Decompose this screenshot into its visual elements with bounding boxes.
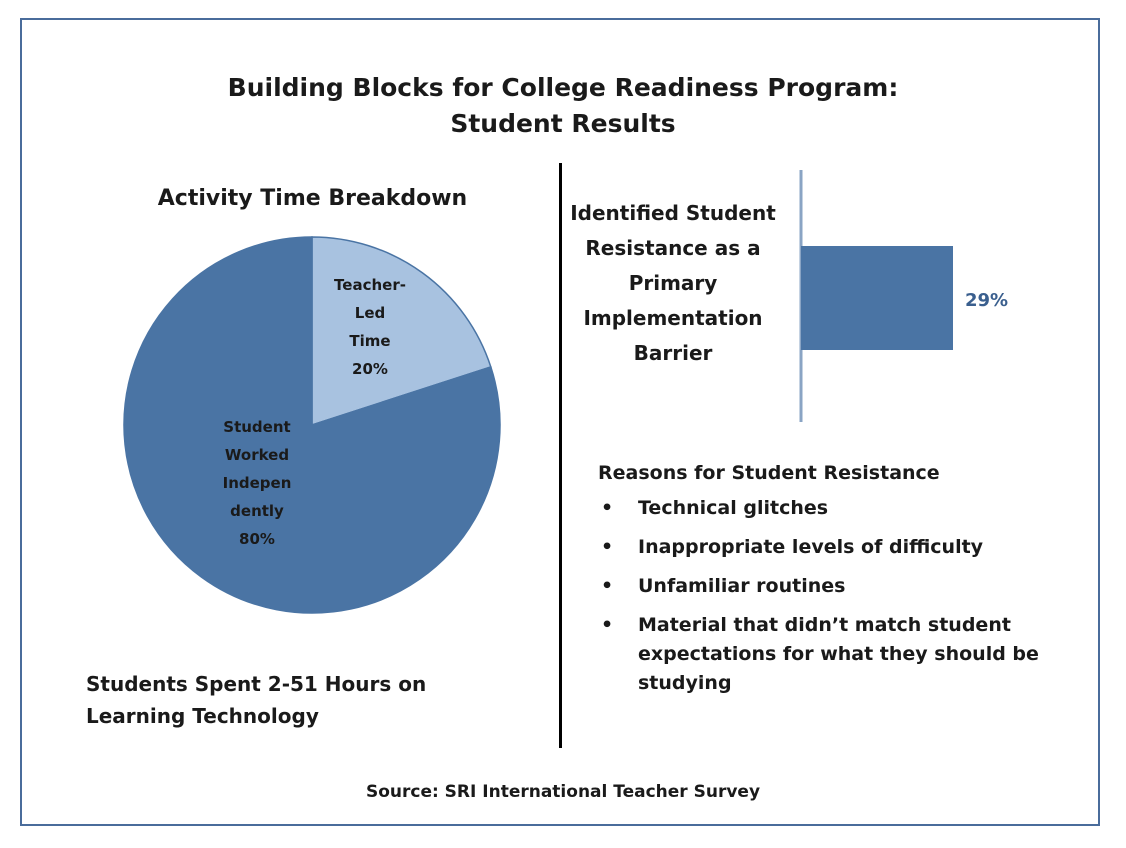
title-line-2: Student Results — [450, 109, 676, 138]
reason-item — [598, 572, 1068, 601]
bar-category-label: Identified Student Resistance as a Primary Implementation Barrier — [570, 201, 776, 365]
source-note: Source: SRI International Teacher Survey — [365, 782, 761, 802]
reasons-heading: Reasons for Student Resistance — [598, 462, 940, 484]
bullet-icon: • — [601, 497, 614, 519]
reason-text: Material that didn’t match student expectations for what they should be studying — [638, 614, 1039, 694]
bar-data-label: 29% — [965, 290, 1009, 311]
reasons-section — [598, 462, 1068, 708]
reasons-list — [598, 494, 1068, 698]
reason-text: Inappropriate levels of difficulty — [638, 536, 984, 558]
reason-text: Technical glitches — [638, 497, 829, 519]
pie-slice-label: Teacher-Led Time 20% — [334, 276, 406, 378]
hours-note: Students Spent 2-51 Hours on Learning Technology — [86, 672, 427, 728]
pie-chart-title: Activity Time Breakdown — [157, 186, 468, 211]
title-line-1: Building Blocks for College Readiness Program: — [227, 73, 899, 102]
bullet-icon: • — [601, 536, 614, 558]
reason-text: Unfamiliar routines — [638, 575, 846, 597]
bar — [801, 246, 953, 350]
reason-item — [598, 611, 1068, 698]
bullet-icon: • — [601, 575, 614, 597]
pie-slice-label: Student Worked Indepen dently 80% — [222, 418, 292, 548]
reason-item — [598, 533, 1068, 562]
bullet-icon: • — [601, 614, 614, 636]
reason-item — [598, 494, 1068, 523]
